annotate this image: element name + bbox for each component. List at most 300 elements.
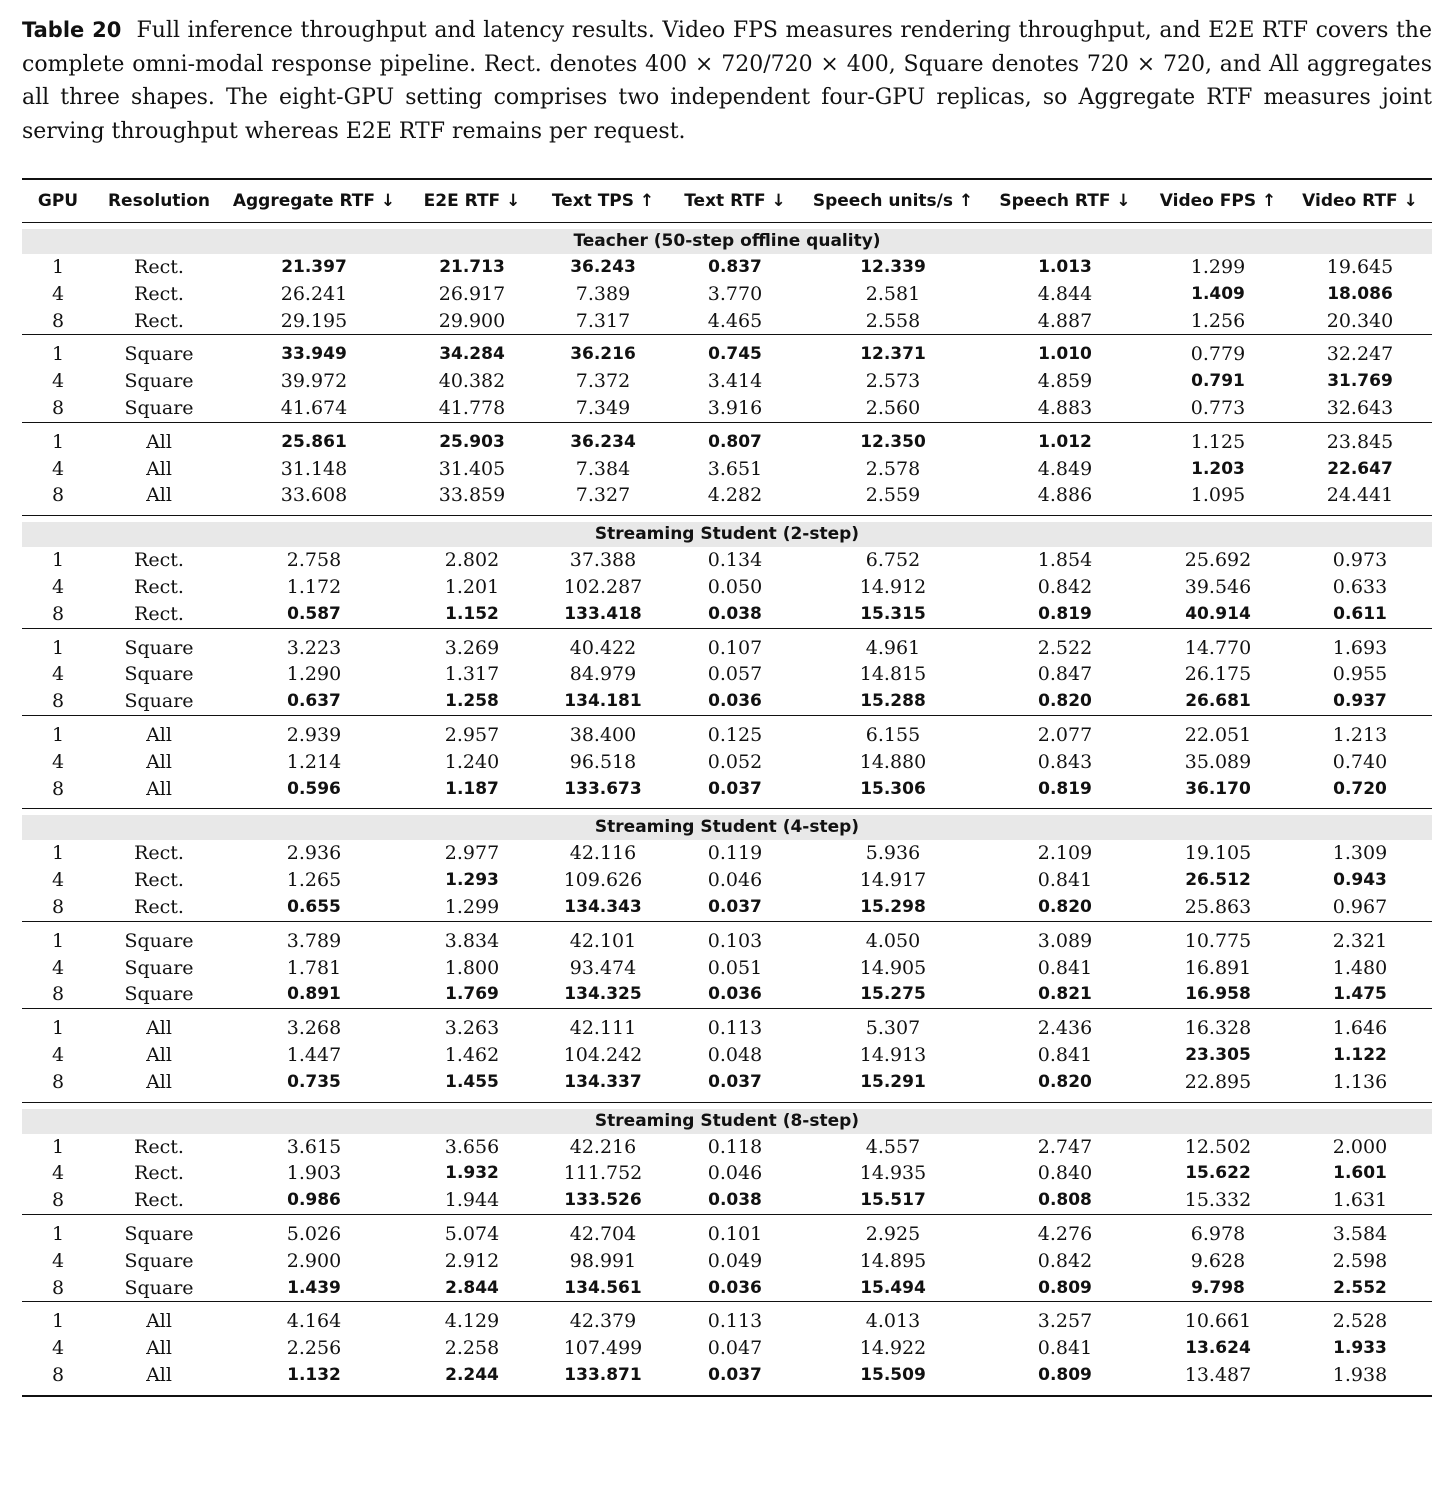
table-cell: 93.474 bbox=[569, 956, 637, 979]
table-cell: 4.844 bbox=[1037, 282, 1093, 305]
table-cell: 33.608 bbox=[280, 484, 348, 507]
table-cell: 2.598 bbox=[1332, 1249, 1388, 1272]
table-cell: 5.307 bbox=[865, 1017, 921, 1040]
table-cell: 2.939 bbox=[286, 723, 342, 746]
table-cell: 1.010 bbox=[1038, 344, 1092, 365]
table-cell: 1.256 bbox=[1190, 309, 1246, 332]
table-cell: 20.340 bbox=[1326, 309, 1394, 332]
table-cell: 0.841 bbox=[1037, 956, 1093, 979]
table-row bbox=[22, 395, 1432, 422]
table-cell: 0.820 bbox=[1038, 691, 1092, 712]
table-cell: 133.418 bbox=[564, 603, 642, 624]
table-cell: 3.584 bbox=[1332, 1222, 1388, 1245]
table-cell: 36.170 bbox=[1185, 778, 1251, 799]
table-cell: All bbox=[146, 1310, 172, 1333]
table-row bbox=[22, 840, 1432, 867]
table-cell: 102.287 bbox=[563, 575, 643, 598]
table-cell: 3.263 bbox=[444, 1017, 500, 1040]
table-cell: 4.164 bbox=[286, 1310, 342, 1333]
table-cell: 1.172 bbox=[286, 575, 342, 598]
table-cell: 0.808 bbox=[1038, 1190, 1092, 1211]
table-cell: 1 bbox=[51, 256, 65, 278]
table-cell: 133.526 bbox=[564, 1190, 642, 1211]
col-header-text-tps: Text TPS ↑ bbox=[551, 191, 655, 211]
table-cell: 4.859 bbox=[1037, 370, 1093, 393]
table-cell: 134.337 bbox=[564, 1071, 642, 1092]
table-cell: 14.880 bbox=[859, 750, 927, 773]
table-row bbox=[22, 1221, 1432, 1248]
table-cell: 0.840 bbox=[1037, 1162, 1093, 1185]
table-cell: 1.475 bbox=[1333, 984, 1387, 1005]
table-cell: 0.842 bbox=[1037, 575, 1093, 598]
table-cell: 0.057 bbox=[707, 663, 763, 686]
table-cell: 12.350 bbox=[860, 431, 926, 452]
table-cell: 1.933 bbox=[1333, 1338, 1387, 1359]
table-cell: Rect. bbox=[134, 1162, 184, 1185]
table-cell: 7.317 bbox=[575, 309, 631, 332]
table-cell: 1 bbox=[51, 343, 65, 366]
table-cell: 1.293 bbox=[445, 870, 499, 891]
table-cell: 2.758 bbox=[286, 549, 342, 572]
table-cell: 31.405 bbox=[438, 457, 506, 480]
table-cell: 0.773 bbox=[1190, 396, 1246, 419]
table-cell: 32.643 bbox=[1326, 396, 1394, 419]
table-cell: 15.622 bbox=[1185, 1163, 1251, 1184]
col-header-resolution: Resolution bbox=[107, 191, 211, 211]
table-cell: 21.397 bbox=[281, 257, 347, 277]
table-cell: 1.299 bbox=[444, 895, 500, 918]
table-cell: 0.745 bbox=[708, 344, 762, 365]
table-cell: 2.077 bbox=[1037, 723, 1093, 746]
table-cell: 18.086 bbox=[1327, 283, 1393, 304]
table-cell: 33.859 bbox=[438, 484, 506, 507]
table-cell: 19.645 bbox=[1326, 256, 1394, 278]
table-cell: 5.936 bbox=[865, 842, 921, 865]
table-cell: 36.234 bbox=[570, 431, 636, 452]
table-cell: 39.972 bbox=[280, 370, 348, 393]
table-cell: 0.735 bbox=[287, 1071, 341, 1092]
table-cell: 0.955 bbox=[1332, 663, 1388, 686]
table-cell: 1.122 bbox=[1333, 1044, 1387, 1065]
table-cell: 1.462 bbox=[444, 1043, 500, 1066]
table-cell: 1 bbox=[51, 723, 65, 746]
table-cell: 8 bbox=[51, 396, 65, 419]
table-cell: 1 bbox=[51, 430, 65, 453]
table-cell: 0.779 bbox=[1190, 343, 1246, 366]
table-cell: 26.681 bbox=[1185, 691, 1251, 712]
table-cell: 1.213 bbox=[1332, 723, 1388, 746]
table-cell: 4.961 bbox=[865, 636, 921, 659]
table-cell: 2.977 bbox=[444, 842, 500, 865]
table-cell: All bbox=[146, 750, 172, 773]
table-cell: 12.371 bbox=[860, 344, 926, 365]
table-cell: 8 bbox=[51, 1276, 65, 1299]
table-cell: 0.101 bbox=[707, 1222, 763, 1245]
table-cell: 8 bbox=[51, 1189, 65, 1212]
table-cell: 36.216 bbox=[570, 344, 636, 365]
table-row bbox=[22, 928, 1432, 955]
table-cell: 1.125 bbox=[1190, 430, 1246, 453]
table-cell: 2.256 bbox=[286, 1337, 342, 1360]
table-cell: All bbox=[146, 457, 172, 480]
table-cell: 0.587 bbox=[287, 603, 341, 624]
table-cell: 42.379 bbox=[569, 1310, 637, 1333]
table-cell: 31.769 bbox=[1327, 371, 1393, 392]
table-cell: 0.791 bbox=[1191, 371, 1245, 392]
table-cell: 8 bbox=[51, 777, 65, 800]
table-cell: 3.089 bbox=[1037, 929, 1093, 952]
table-cell: Rect. bbox=[134, 256, 184, 278]
table-cell: 0.125 bbox=[707, 723, 763, 746]
col-header-speech-rtf: Speech RTF ↓ bbox=[999, 191, 1131, 211]
table-cell: 1.903 bbox=[286, 1162, 342, 1185]
table-cell: Rect. bbox=[134, 309, 184, 332]
table-row bbox=[22, 749, 1432, 776]
table-cell: 15.509 bbox=[860, 1364, 926, 1385]
table-cell: 0.037 bbox=[708, 778, 762, 799]
table-cell: 2.844 bbox=[445, 1277, 499, 1298]
table-cell: 7.349 bbox=[575, 396, 631, 419]
table-cell: 2.258 bbox=[444, 1337, 500, 1360]
table-row bbox=[22, 456, 1432, 483]
table-cell: 1.854 bbox=[1037, 549, 1093, 572]
table-cell: 1.646 bbox=[1332, 1017, 1388, 1040]
caption-label: Table 20 bbox=[22, 18, 122, 42]
table-cell: 8 bbox=[51, 602, 65, 625]
table-cell: 0.038 bbox=[708, 603, 762, 624]
table-cell: 0.820 bbox=[1038, 896, 1092, 917]
table-cell: 26.917 bbox=[438, 282, 506, 305]
table-cell: 98.991 bbox=[569, 1249, 637, 1272]
table-cell: 37.388 bbox=[569, 549, 637, 572]
table-cell: Rect. bbox=[134, 1135, 184, 1158]
table-cell: 4.050 bbox=[865, 929, 921, 952]
table-cell: 2.522 bbox=[1037, 636, 1093, 659]
table-cell: 4 bbox=[51, 869, 65, 892]
table-cell: All bbox=[146, 484, 172, 507]
table-cell: 96.518 bbox=[569, 750, 637, 773]
table-cell: 3.651 bbox=[707, 457, 763, 480]
table-cell: 0.036 bbox=[708, 984, 762, 1005]
table-cell: Square bbox=[124, 1222, 194, 1245]
table-cell: 3.414 bbox=[707, 370, 763, 393]
table-cell: 1.631 bbox=[1332, 1189, 1388, 1212]
table-cell: Square bbox=[124, 396, 194, 419]
table-cell: 13.624 bbox=[1185, 1338, 1251, 1359]
table-cell: 1.447 bbox=[286, 1043, 342, 1066]
table-cell: 1.309 bbox=[1332, 842, 1388, 865]
table-cell: 41.778 bbox=[438, 396, 506, 419]
table-cell: 2.321 bbox=[1332, 929, 1388, 952]
table-cell: All bbox=[146, 723, 172, 746]
table-cell: 7.327 bbox=[575, 484, 631, 507]
table-row bbox=[22, 1134, 1432, 1161]
table-cell: 42.116 bbox=[569, 842, 637, 865]
table-cell: 5.074 bbox=[444, 1222, 500, 1245]
table-cell: 0.046 bbox=[707, 869, 763, 892]
table-cell: 25.692 bbox=[1184, 549, 1252, 572]
table-cell: All bbox=[146, 777, 172, 800]
table-cell: 35.089 bbox=[1184, 750, 1252, 773]
table-cell: 0.118 bbox=[707, 1135, 763, 1158]
table-cell: 23.305 bbox=[1185, 1044, 1251, 1065]
table-cell: 12.339 bbox=[860, 257, 926, 277]
table-cell: 3.770 bbox=[707, 282, 763, 305]
table-cell: 1.769 bbox=[445, 984, 499, 1005]
table-cell: 6.155 bbox=[865, 723, 921, 746]
table-cell: 0.809 bbox=[1038, 1364, 1092, 1385]
table-cell: 22.647 bbox=[1327, 458, 1393, 479]
table-row bbox=[22, 601, 1432, 628]
table-row bbox=[22, 955, 1432, 982]
table-cell: 32.247 bbox=[1326, 343, 1394, 366]
table-row bbox=[22, 281, 1432, 308]
table-cell: 0.973 bbox=[1332, 549, 1388, 572]
table-cell: 8 bbox=[51, 1070, 65, 1093]
table-row bbox=[22, 688, 1432, 715]
table-cell: Square bbox=[124, 956, 194, 979]
table-cell: 0.047 bbox=[707, 1337, 763, 1360]
table-cell: 3.223 bbox=[286, 636, 342, 659]
table-cell: 2.912 bbox=[444, 1249, 500, 1272]
table-cell: 0.807 bbox=[708, 431, 762, 452]
table-cell: 8 bbox=[51, 690, 65, 713]
table-cell: 24.441 bbox=[1326, 484, 1394, 507]
table-cell: 10.661 bbox=[1184, 1310, 1252, 1333]
table-cell: 4 bbox=[51, 1337, 65, 1360]
table-cell: 33.949 bbox=[281, 344, 347, 365]
table-cell: 109.626 bbox=[563, 869, 643, 892]
table-cell: Square bbox=[124, 343, 194, 366]
table-cell: 22.051 bbox=[1184, 723, 1252, 746]
table-cell: 0.943 bbox=[1333, 870, 1387, 891]
col-header-video-fps: Video FPS ↑ bbox=[1159, 191, 1277, 211]
table-cell: 0.809 bbox=[1038, 1277, 1092, 1298]
table-cell: 1.240 bbox=[444, 750, 500, 773]
table-cell: Square bbox=[124, 370, 194, 393]
table-cell: 3.916 bbox=[707, 396, 763, 419]
table-cell: 0.051 bbox=[707, 956, 763, 979]
table-cell: 0.036 bbox=[708, 1277, 762, 1298]
table-row bbox=[22, 894, 1432, 921]
table-cell: 2.560 bbox=[865, 396, 921, 419]
table-row bbox=[22, 776, 1432, 803]
table-cell: 1.095 bbox=[1190, 484, 1246, 507]
table-cell: 1.409 bbox=[1191, 283, 1245, 304]
section-end-gap-cell bbox=[22, 1389, 1432, 1396]
table-cell: 104.242 bbox=[563, 1043, 643, 1066]
table-cell: Rect. bbox=[134, 575, 184, 598]
table-cell: 25.903 bbox=[439, 431, 505, 452]
table-cell: All bbox=[146, 1017, 172, 1040]
table-cell: 2.244 bbox=[445, 1364, 499, 1385]
table-cell: 22.895 bbox=[1184, 1070, 1252, 1093]
table-cell: 2.000 bbox=[1332, 1135, 1388, 1158]
table-cell: 13.487 bbox=[1184, 1363, 1252, 1386]
table-cell: 42.111 bbox=[569, 1017, 637, 1040]
table-cell: All bbox=[146, 1070, 172, 1093]
table-cell: 29.900 bbox=[438, 309, 506, 332]
table-cell: 39.546 bbox=[1184, 575, 1252, 598]
table-cell: 2.936 bbox=[286, 842, 342, 865]
table-row bbox=[22, 722, 1432, 749]
table-row bbox=[22, 1248, 1432, 1275]
table-cell: 0.052 bbox=[707, 750, 763, 773]
table-cell: 4 bbox=[51, 370, 65, 393]
table-cell: 15.291 bbox=[860, 1071, 926, 1092]
section-title: Streaming Student (2-step) bbox=[22, 522, 1432, 547]
table-cell: 7.384 bbox=[575, 457, 631, 480]
table-row bbox=[22, 574, 1432, 601]
col-header-gpu: GPU bbox=[37, 191, 79, 211]
table-cell: 1.152 bbox=[445, 603, 499, 624]
table-cell: 8 bbox=[51, 895, 65, 918]
table-cell: 2.559 bbox=[865, 484, 921, 507]
table-cell: 15.288 bbox=[860, 691, 926, 712]
table-cell: 38.400 bbox=[569, 723, 637, 746]
table-cell: 9.628 bbox=[1190, 1249, 1246, 1272]
table-cell: 42.704 bbox=[569, 1222, 637, 1245]
table-cell: 40.422 bbox=[569, 636, 637, 659]
table-cell: 0.038 bbox=[708, 1190, 762, 1211]
table-cell: 4 bbox=[51, 956, 65, 979]
table-cell: 16.958 bbox=[1185, 984, 1251, 1005]
table-row bbox=[22, 547, 1432, 574]
table-cell: 2.573 bbox=[865, 370, 921, 393]
table-cell: 0.843 bbox=[1037, 750, 1093, 773]
table-cell: 21.713 bbox=[439, 257, 505, 277]
table-cell: 0.842 bbox=[1037, 1249, 1093, 1272]
table-cell: 5.026 bbox=[286, 1222, 342, 1245]
table-body bbox=[22, 223, 1432, 1396]
table-cell: 26.512 bbox=[1185, 870, 1251, 891]
table-cell: Square bbox=[124, 929, 194, 952]
table-cell: 1.800 bbox=[444, 956, 500, 979]
table-cell: 84.979 bbox=[569, 663, 637, 686]
section-header-row bbox=[22, 815, 1432, 840]
table-cell: 3.269 bbox=[444, 636, 500, 659]
table-cell: 1.013 bbox=[1038, 257, 1092, 277]
table-cell: 134.181 bbox=[564, 691, 642, 712]
table-cell: 1.601 bbox=[1333, 1163, 1387, 1184]
table-cell: 0.037 bbox=[708, 896, 762, 917]
table-cell: 1.938 bbox=[1332, 1363, 1388, 1386]
table-cell: 0.107 bbox=[707, 636, 763, 659]
table-cell: 2.578 bbox=[865, 457, 921, 480]
table-row bbox=[22, 635, 1432, 662]
table-cell: Square bbox=[124, 1276, 194, 1299]
table-cell: 14.935 bbox=[859, 1162, 927, 1185]
table-cell: 0.134 bbox=[707, 549, 763, 572]
table-cell: Square bbox=[124, 1249, 194, 1272]
table-cell: 6.978 bbox=[1190, 1222, 1246, 1245]
table-cell: 26.175 bbox=[1184, 663, 1252, 686]
table-cell: 19.105 bbox=[1184, 842, 1252, 865]
table-cell: 1.317 bbox=[444, 663, 500, 686]
table-cell: Rect. bbox=[134, 549, 184, 572]
section-end-gap bbox=[22, 1389, 1432, 1396]
table-cell: 14.912 bbox=[859, 575, 927, 598]
table-cell: 4 bbox=[51, 663, 65, 686]
table-cell: 3.615 bbox=[286, 1135, 342, 1158]
table-cell: 1 bbox=[51, 1310, 65, 1333]
table-row bbox=[22, 1042, 1432, 1069]
table-cell: 133.673 bbox=[564, 778, 642, 799]
table-cell: 25.863 bbox=[1184, 895, 1252, 918]
table-cell: Square bbox=[124, 663, 194, 686]
table-cell: 29.195 bbox=[280, 309, 348, 332]
table-cell: 0.611 bbox=[1333, 603, 1387, 624]
table-cell: 3.656 bbox=[444, 1135, 500, 1158]
table-cell: Square bbox=[124, 983, 194, 1006]
table-cell: 0.050 bbox=[707, 575, 763, 598]
table-cell: 0.819 bbox=[1038, 603, 1092, 624]
table-cell: 12.502 bbox=[1184, 1135, 1252, 1158]
table-cell: 4 bbox=[51, 1162, 65, 1185]
table-cell: 4.887 bbox=[1037, 309, 1093, 332]
section-header-row bbox=[22, 1109, 1432, 1134]
table-cell: 14.917 bbox=[859, 869, 927, 892]
table-cell: 134.325 bbox=[564, 984, 642, 1005]
table-cell: 42.216 bbox=[569, 1135, 637, 1158]
table-row bbox=[22, 867, 1432, 894]
table-cell: 3.268 bbox=[286, 1017, 342, 1040]
table-cell: 2.957 bbox=[444, 723, 500, 746]
table-row bbox=[22, 1160, 1432, 1187]
table-cell: 0.037 bbox=[708, 1071, 762, 1092]
table-cell: 0.048 bbox=[707, 1043, 763, 1066]
table-row bbox=[22, 254, 1432, 281]
table-cell: 0.049 bbox=[707, 1249, 763, 1272]
table-cell: 15.275 bbox=[860, 984, 926, 1005]
table-cell: 4 bbox=[51, 1043, 65, 1066]
table-cell: Rect. bbox=[134, 1189, 184, 1212]
table-cell: 0.820 bbox=[1038, 1071, 1092, 1092]
table-cell: 4 bbox=[51, 1249, 65, 1272]
table-cell: 40.914 bbox=[1185, 603, 1251, 624]
section-title: Streaming Student (8-step) bbox=[22, 1109, 1432, 1134]
table-row bbox=[22, 429, 1432, 456]
table-cell: 1.932 bbox=[445, 1163, 499, 1184]
table-cell: 14.895 bbox=[859, 1249, 927, 1272]
table-cell: 26.241 bbox=[280, 282, 348, 305]
table-cell: 1.944 bbox=[444, 1189, 500, 1212]
table-cell: 4.557 bbox=[865, 1135, 921, 1158]
table-cell: 8 bbox=[51, 1363, 65, 1386]
table-cell: All bbox=[146, 1363, 172, 1386]
table-cell: 107.499 bbox=[563, 1337, 643, 1360]
table-cell: 1.455 bbox=[445, 1071, 499, 1092]
table-cell: Square bbox=[124, 636, 194, 659]
table-cell: 36.243 bbox=[570, 257, 636, 277]
table-cell: 14.815 bbox=[859, 663, 927, 686]
table-cell: 4.465 bbox=[707, 309, 763, 332]
table-cell: 3.834 bbox=[444, 929, 500, 952]
table-cell: All bbox=[146, 1043, 172, 1066]
table-cell: 4.886 bbox=[1037, 484, 1093, 507]
section-header-row bbox=[22, 522, 1432, 547]
table-cell: Rect. bbox=[134, 869, 184, 892]
table-row bbox=[22, 1187, 1432, 1214]
table-cell: 1.201 bbox=[444, 575, 500, 598]
col-header-speech-units: Speech units/s ↑ bbox=[812, 191, 974, 211]
table-cell: 15.332 bbox=[1184, 1189, 1252, 1212]
table-cell: 2.109 bbox=[1037, 842, 1093, 865]
table-row bbox=[22, 1275, 1432, 1302]
table-cell: 0.841 bbox=[1037, 869, 1093, 892]
col-header-video-rtf: Video RTF ↓ bbox=[1302, 191, 1418, 211]
table-cell: 4.129 bbox=[444, 1310, 500, 1333]
